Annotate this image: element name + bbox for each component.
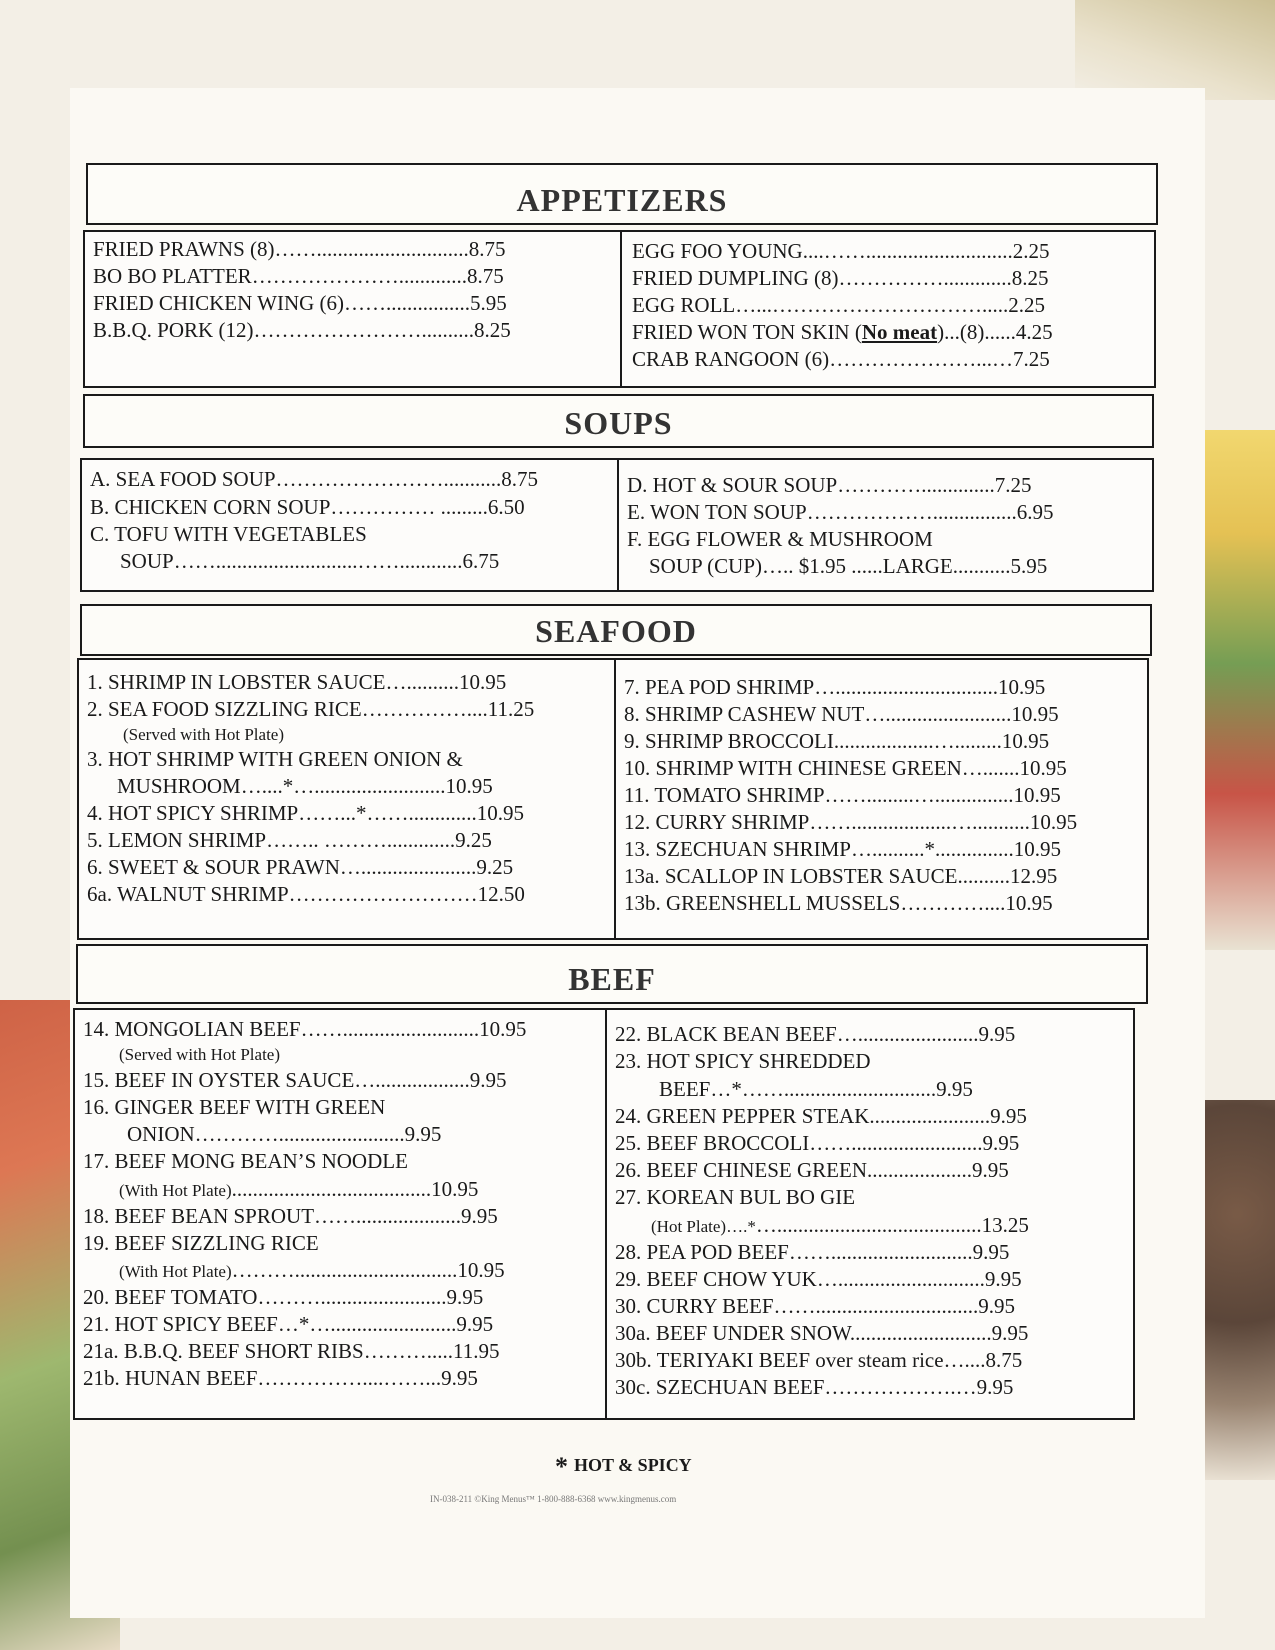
- menu-item: 1. SHRIMP IN LOBSTER SAUCE…..........10.95: [87, 670, 507, 694]
- menu-item: 14. MONGOLIAN BEEF……..........................10.95: [83, 1017, 527, 1041]
- menu-item: 21. HOT SPICY BEEF…*…........................9.95: [83, 1312, 494, 1336]
- menu-item: 30b. TERIYAKI BEEF over steam rice…....8.75: [615, 1348, 1023, 1372]
- menu-item: 13. SZECHUAN SHRIMP…..........*...............10.95: [624, 837, 1061, 861]
- menu-item: ONION…………........................9.95: [127, 1122, 442, 1146]
- menu-item: 21b. HUNAN BEEF……………....……...9.95: [83, 1366, 478, 1390]
- menu-item: 6. SWEET & SOUR PRAWN…......................9.25: [87, 855, 514, 879]
- menu-item: 7. PEA POD SHRIMP…...............................10.95: [624, 675, 1046, 699]
- menu-item: 21a. B.B.Q. BEEF SHORT RIBS……….....11.95: [83, 1339, 500, 1363]
- section-title-soups: [83, 394, 1154, 448]
- menu-item: CRAB RANGOON (6)…………………...…7.25: [632, 347, 1050, 371]
- menu-item-note: (Served with Hot Plate): [123, 725, 284, 744]
- section-title-text: SEAFOOD: [535, 613, 697, 649]
- menu-item: C. TOFU WITH VEGETABLES: [90, 522, 367, 546]
- menu-item: FRIED DUMPLING (8)…………….............8.25: [632, 266, 1049, 290]
- menu-item: 22. BLACK BEAN BEEF….......................9.95: [615, 1022, 1016, 1046]
- appetizers-box: [83, 230, 1156, 388]
- menu-item: 28. PEA POD BEEF……...........................9.95: [615, 1240, 1010, 1264]
- menu-item: BEEF…*…….............................9.95: [659, 1077, 973, 1101]
- section-title-seafood: [80, 604, 1152, 656]
- menu-item: 12. CURRY SHRIMP……...................…...........10.95: [624, 810, 1078, 834]
- menu-item: 30. CURRY BEEF……...............................9.95: [615, 1294, 1016, 1318]
- menu-item: 16. GINGER BEEF WITH GREEN: [83, 1095, 386, 1119]
- menu-item: A. SEA FOOD SOUP……………………...........8.75: [90, 467, 539, 491]
- menu-item: FRIED PRAWNS (8)…….............................8.75: [93, 237, 506, 261]
- section-title-text: SOUPS: [564, 405, 673, 441]
- beef-left-column: [75, 1010, 607, 1418]
- menu-item: 25. BEEF BROCCOLI…….........................9.95: [615, 1131, 1020, 1155]
- menu-item: 24. GREEN PEPPER STEAK.......................9.95: [615, 1104, 1027, 1128]
- section-title-appetizers: [86, 163, 1158, 225]
- menu-item-note: (Served with Hot Plate): [119, 1045, 280, 1064]
- appetizers-left-column: [85, 232, 622, 386]
- menu-item: FRIED WON TON SKIN (No meat)...(8)......4.25: [632, 320, 1053, 344]
- appetizers-right-column: [624, 232, 1154, 386]
- menu-item: 2. SEA FOOD SIZZLING RICE……………....11.25: [87, 697, 535, 721]
- section-title-text: APPETIZERS: [516, 182, 728, 218]
- star-icon: *: [555, 1452, 568, 1481]
- menu-item: 17. BEEF MONG BEAN’S NOODLE: [83, 1149, 408, 1173]
- menu-item: 13b. GREENSHELL MUSSELS…………....10.95: [624, 891, 1053, 915]
- background-decoration: [1075, 0, 1275, 100]
- menu-item: 29. BEEF CHOW YUK…............................9.95: [615, 1267, 1022, 1291]
- menu-item: SOUP……...........................……............6.75: [120, 549, 500, 573]
- menu-item: B.B.Q. PORK (12)……………………..........8.25: [93, 318, 511, 342]
- fine-print: IN-038-211 ©King Menus™ 1-800-888-6368 www.kingmenus.com: [430, 1494, 677, 1504]
- section-title-beef: [76, 944, 1148, 1004]
- menu-item: 19. BEEF SIZZLING RICE: [83, 1231, 319, 1255]
- beef-right-column: [607, 1010, 1133, 1418]
- hot-spicy-legend: [555, 1452, 692, 1482]
- seafood-left-column: [79, 660, 616, 938]
- menu-item: F. EGG FLOWER & MUSHROOM: [627, 527, 933, 551]
- menu-item: EGG ROLL…...………………………….....2.25: [632, 293, 1045, 317]
- menu-item: 26. BEEF CHINESE GREEN....................9.95: [615, 1158, 1009, 1182]
- menu-item: E. WON TON SOUP………………................6.95: [627, 500, 1054, 524]
- menu-item: SOUP (CUP)….. $1.95 ......LARGE...........5.95: [649, 554, 1048, 578]
- menu-item: 20. BEEF TOMATO………........................9.95: [83, 1285, 484, 1309]
- soups-right-column: [619, 460, 1152, 590]
- menu-item: 4. HOT SPICY SHRIMP……...*…….............10.95: [87, 801, 524, 825]
- menu-item: 3. HOT SHRIMP WITH GREEN ONION &: [87, 747, 463, 771]
- seafood-right-column: [616, 660, 1147, 938]
- menu-item: 5. LEMON SHRIMP…….. ……….............9.25: [87, 828, 492, 852]
- menu-item: 9. SHRIMP BROCCOLI...................….........10.95: [624, 729, 1050, 753]
- legend-text: HOT & SPICY: [574, 1455, 692, 1475]
- menu-item: 11. TOMATO SHRIMP…….........…...............10.95: [624, 783, 1061, 807]
- menu-item: B. CHICKEN CORN SOUP…………… .........6.50: [90, 495, 525, 519]
- beef-box: [73, 1008, 1135, 1420]
- soups-box: [80, 458, 1154, 592]
- menu-item: 23. HOT SPICY SHREDDED: [615, 1049, 871, 1073]
- menu-item: 10. SHRIMP WITH CHINESE GREEN….......10.95: [624, 756, 1067, 780]
- menu-item: D. HOT & SOUR SOUP…………..............7.25: [627, 473, 1032, 497]
- menu-item: (Hot Plate)….*….......................................13.25: [651, 1213, 1029, 1237]
- menu-item: 27. KOREAN BUL BO GIE: [615, 1185, 856, 1209]
- menu-item: (With Hot Plate)......................................10.95: [119, 1177, 479, 1201]
- menu-item: FRIED CHICKEN WING (6)……................5.95: [93, 291, 507, 315]
- menu-item: 30a. BEEF UNDER SNOW...........................9.95: [615, 1321, 1029, 1345]
- menu-item: EGG FOO YOUNG....……............................2.25: [632, 239, 1050, 263]
- section-title-text: BEEF: [568, 961, 656, 997]
- menu-item: BO BO PLATTER………………….............8.75: [93, 264, 504, 288]
- menu-item: 8. SHRIMP CASHEW NUT…........................10.95: [624, 702, 1059, 726]
- menu-item: 18. BEEF BEAN SPROUT……....................9.95: [83, 1204, 498, 1228]
- menu-item: 30c. SZECHUAN BEEF……………….…9.95: [615, 1375, 1014, 1399]
- menu-item: (With Hot Plate)………...............................10.95: [119, 1258, 505, 1282]
- menu-item: 13a. SCALLOP IN LOBSTER SAUCE..........12.95: [624, 864, 1058, 888]
- menu-item: 15. BEEF IN OYSTER SAUCE…..................9.95: [83, 1068, 507, 1092]
- seafood-box: [77, 658, 1149, 940]
- menu-item: MUSHROOM…....*….........................10.95: [117, 774, 493, 798]
- menu-item: 6a. WALNUT SHRIMP………………………12.50: [87, 882, 525, 906]
- soups-left-column: [82, 460, 619, 590]
